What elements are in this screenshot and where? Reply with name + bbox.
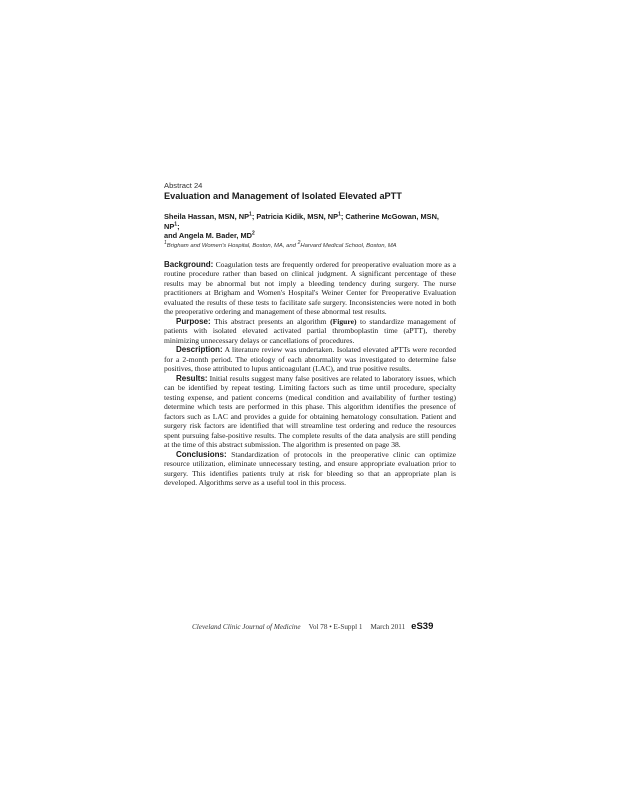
affiliation-sup: 2: [297, 239, 301, 246]
author-sup: 2: [252, 230, 255, 237]
affiliations: [164, 239, 456, 250]
background-text: Coagulation tests are frequently ordered for preoperative evaluation more as a routine procedure rather than based on clinical judgment. A significant percentage of these results may be abnormal but not imply a bleeding tendency during surgery. The nurse practitioners at Brigham and Women's Hospital's Weiner Center for Preoperative Evaluation evaluated the results of these tests to facilitate safe surgery. Inconsistencies were noted in both the preoperative ordering and management of these abnormal test results.: [164, 259, 456, 317]
description-label: Description:: [176, 345, 223, 355]
author-name: Patricia Kidik, MSN, NP: [256, 212, 339, 221]
results-paragraph: [164, 374, 456, 450]
volume-info: Vol 78 • E-Suppl 1: [308, 623, 363, 631]
author-sep: ;: [177, 221, 180, 231]
results-label: Results:: [176, 373, 208, 383]
issue-date: March 2011: [370, 623, 406, 631]
affiliation-text: Harvard Medical School, Boston, MA: [300, 242, 397, 249]
purpose-paragraph: [164, 317, 456, 346]
purpose-text-continued: to standardize management of patients with isolated elevated activated partial thromboplastin time (aPTT), thereby minimizing unnecessary delays or cancellations of procedures.: [164, 316, 457, 345]
background-paragraph: [164, 260, 456, 317]
journal-name: Cleveland Clinic Journal of Medicine: [192, 623, 301, 631]
author-sep: ;: [251, 212, 257, 221]
author-list: [164, 212, 456, 241]
description-text: A literature review was undertaken. Isolated elevated aPTTs were recorded for a 2-month period. The etiology of each abnormality was investigated to determine false positives, those attributed to lupus anticoagulant (LAC), and true positive results.: [164, 345, 456, 374]
purpose-text: This abstract presents an algorithm: [214, 316, 331, 326]
abstract-number: Abstract 24: [164, 181, 203, 190]
conclusions-label: Conclusions:: [176, 449, 227, 459]
affiliation-text: Brigham and Women's Hospital, Boston, MA, and: [166, 242, 298, 249]
conclusions-paragraph: [164, 450, 456, 488]
abstract-block: [164, 181, 456, 488]
description-paragraph: [164, 345, 456, 374]
conclusions-text: Standardization of protocols in the preoperative clinic can optimize resource utilization, eliminate unnecessary testing, and ensure appropriate evaluation prior to surgery. This identifies patients truly at risk for bleeding so that an appropriate plan is developed. Algorithms serve as a useful tool in this process.: [164, 449, 456, 488]
author-sup: 1: [338, 211, 341, 218]
author-name: Sheila Hassan, MSN, NP: [164, 212, 250, 221]
author-sup: 1: [249, 211, 252, 218]
page-number: eS39: [411, 621, 434, 632]
results-text: Initial results suggest many false positives are related to laboratory issues, which can be identified by repeat testing. Limiting factors such as time until procedure, specialty testing expense, and patient concerns (medical condition and availability of further testing) determine which tests are performed in this phase. This algorithm identifies the presence of factors such as LAC and provides a guide for obtaining hematology consultation. Patient and surgery risk factors are identified that will streamline test ordering and reduce the resources spent pursuing false-positive results. The complete results of the data analysis are still pending at the time of this abstract submission. The algorithm is presented on page 38.: [164, 373, 456, 450]
purpose-label: Purpose:: [176, 316, 211, 326]
figure-reference: (Figure): [330, 316, 357, 326]
affiliation-sup: 1: [164, 239, 167, 246]
page-footer: [192, 621, 458, 632]
author-name: and Angela M. Bader, MD: [164, 231, 253, 241]
background-label: Background:: [164, 259, 214, 269]
author-sup: 1: [174, 221, 178, 228]
author-name: Catherine McGowan, MSN, NP: [164, 212, 439, 231]
abstract-title: Evaluation and Management of Isolated Elevated aPTT: [164, 191, 402, 201]
author-sep: ;: [340, 212, 346, 221]
